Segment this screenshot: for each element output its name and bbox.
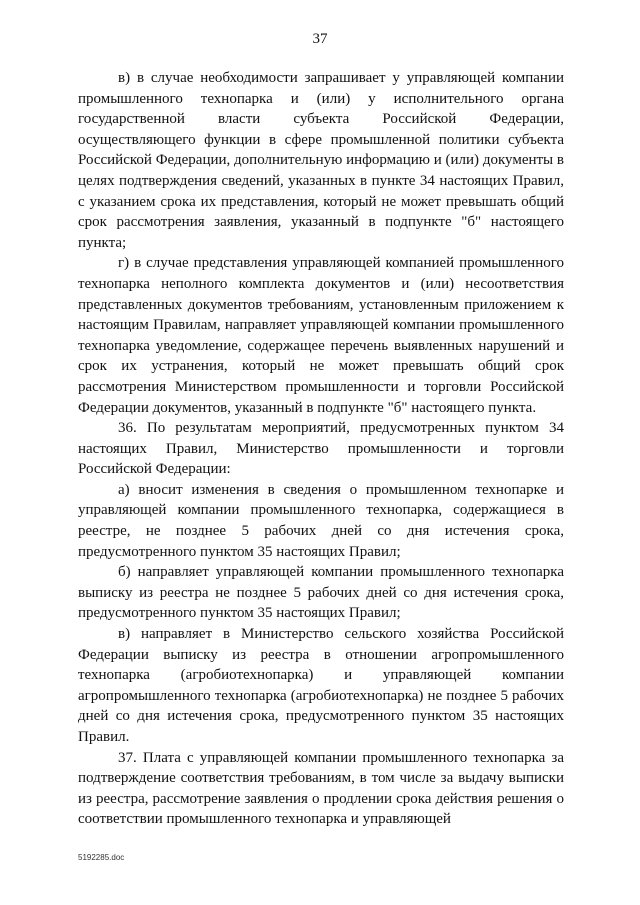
paragraph-37: 37. Плата с управляющей компании промышленного технопарка за подтверждение соответствия требованиям, в том числе за выдачу выписки из реестра, рассмотрение заявления о продлении срока действия решения о соответствии промышленного технопарка и управляющей	[78, 749, 564, 828]
page-number: 37	[312, 31, 328, 47]
paragraph-36-item-v: в) направляет в Министерство сельского хозяйства Российской Федерации выписку из реестра в отношении агропромышленного технопарка (агробиотехнопарка) и управляющей компании агропромышленного технопарка (агробиотехнопарка) не позднее 5 рабочих дней со дня истечения срока, предусмотренного пунктом 35 настоящих Правил.	[78, 626, 564, 745]
document-body	[78, 68, 564, 830]
paragraph-36-item-a: а) вносит изменения в сведения о промышленном технопарке и управляющей компании промышленного технопарка, содержащиеся в реестре, не позднее 5 рабочих дней со дня истечения срока, предусмотренного пунктом 35 настоящих Правил;	[78, 481, 564, 560]
paragraph-item-v: в) в случае необходимости запрашивает у управляющей компании промышленного технопарка и (или) у исполнительного органа государственной власти субъекта Российской Федерации, осуществляющего функции в сфере промышленной политики субъекта Российской Федерации, дополнительную информацию и (или) документы в целях подтверждения сведений, указанных в пункте 34 настоящих Правил, с указанием срока их представления, который не может превышать общий срок рассмотрения заявления, указанный в подпункте "б" настоящего пункта;	[78, 70, 564, 251]
paragraph-item-g: г) в случае представления управляющей компанией промышленного технопарка неполного комплекта документов и (или) несоответствия представленных документов требованиям, установленным приложением к настоящим Правилам, направляет управляющей компании промышленного технопарка уведомление, содержащее перечень выявленных нарушений и срок их устранения, который не может превышать общий срок рассмотрения Министерством промышленности и торговли Российской Федерации документов, указанный в подпункте "б" настоящего пункта.	[78, 255, 564, 416]
paragraph-36-item-b: б) направляет управляющей компании промышленного технопарка выписку из реестра не позднее 5 рабочих дней со дня истечения срока, предусмотренного пунктом 35 настоящих Правил;	[78, 564, 564, 622]
paragraph-36: 36. По результатам мероприятий, предусмотренных пунктом 34 настоящих Правил, Министерство промышленности и торговли Российской Федерации:	[78, 420, 564, 478]
footer-file-name: 5192285.doc	[78, 853, 125, 862]
